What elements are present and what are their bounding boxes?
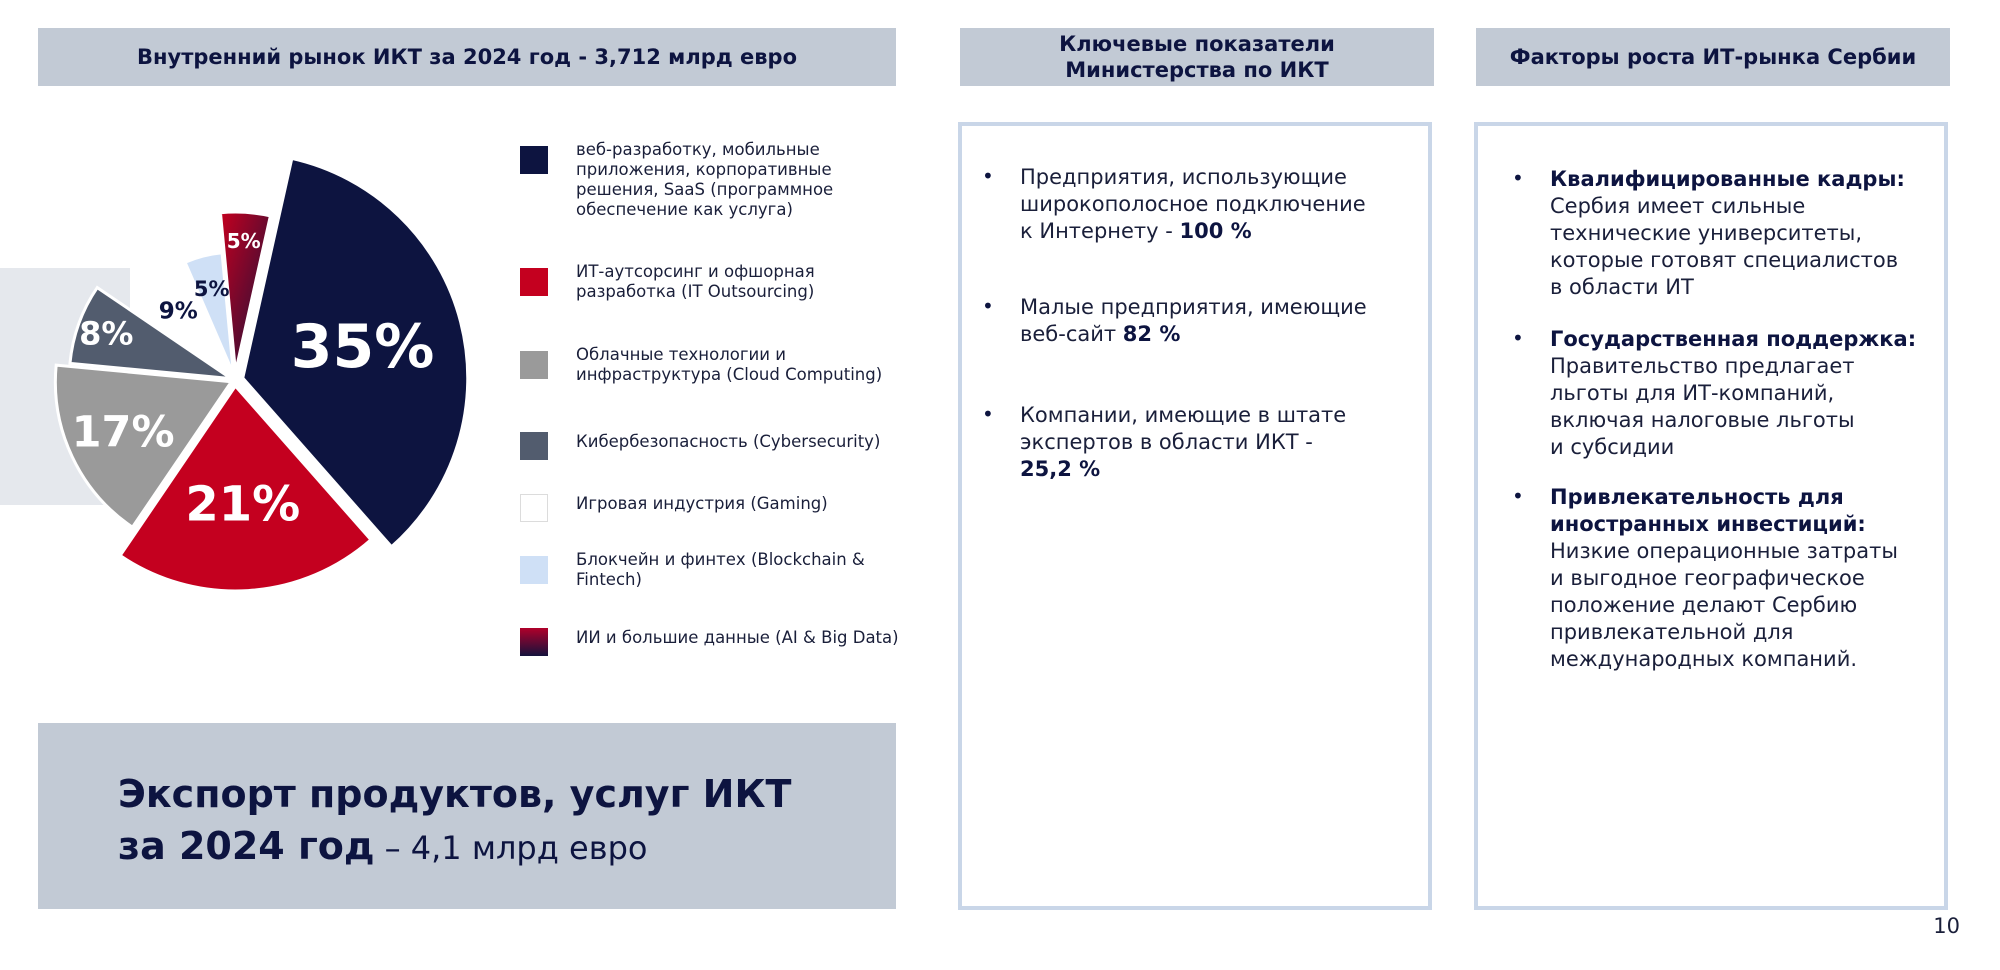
legend-swatch — [520, 146, 548, 174]
pie-label-gaming: 9% — [158, 298, 198, 325]
page-number: 10 — [1933, 914, 1960, 938]
legend-swatch — [520, 628, 548, 656]
legend-swatch — [520, 351, 548, 379]
pie-label-blockchain: 5% — [193, 277, 230, 302]
ministry-header-text — [1059, 31, 1335, 83]
legend-swatch — [520, 556, 548, 584]
factors-header — [1476, 28, 1950, 86]
bullet-icon: • — [982, 402, 994, 426]
ministry-header-line2: Министерства по ИКТ — [1065, 58, 1329, 82]
export-text — [118, 768, 791, 874]
market-pie-chart — [0, 140, 500, 610]
export-box — [38, 723, 896, 909]
bullet-icon: • — [982, 294, 994, 318]
legend-label: ИТ-аутсорсинг и офшорная разработка (IT Outsourcing) — [576, 262, 815, 301]
bullet-icon: • — [1512, 166, 1524, 190]
legend-swatch — [520, 432, 548, 460]
legend-label: Кибербезопасность (Cybersecurity) — [576, 432, 881, 451]
legend-label: Облачные технологии и инфраструктура (Cloud Computing) — [576, 345, 883, 384]
ministry-indicators-panel — [958, 122, 1432, 910]
export-value: – 4,1 млрд евро — [384, 829, 648, 867]
pie-label-web-dev: 35% — [290, 312, 435, 383]
bullet-text: Государственная поддержка: Правительство предлагает льготы для ИТ-компаний, включая налоговые льготы и субсидии — [1550, 327, 1917, 459]
market-header — [38, 28, 896, 86]
ministry-header — [960, 28, 1434, 86]
legend-swatch — [520, 494, 548, 522]
legend-label: Игровая индустрия (Gaming) — [576, 494, 828, 513]
pie-label-outsourcing: 21% — [185, 476, 301, 533]
bullet-text: Малые предприятия, имеющие веб-сайт 82 % — [1020, 295, 1367, 346]
export-line2: за 2024 год — [118, 824, 375, 868]
market-header-text: Внутренний рынок ИКТ за 2024 год - 3,712 млрд евро — [136, 45, 798, 69]
factors-header-text: Факторы роста ИТ-рынка Сербии — [1509, 45, 1917, 69]
bullet-text: Компании, имеющие в штате экспертов в области ИКТ - 25,2 % — [1020, 403, 1347, 481]
bullet-icon: • — [1512, 326, 1524, 350]
growth-factors-panel — [1474, 122, 1948, 910]
legend-label: ИИ и большие данные (AI & Big Data) — [576, 628, 899, 647]
pie-label-cybersecurity: 8% — [79, 314, 134, 353]
bullet-icon: • — [982, 164, 994, 188]
bullet-text: Предприятия, использующие широкополосное подключение к Интернету - 100 % — [1020, 165, 1366, 243]
export-line1: Экспорт продуктов, услуг ИКТ — [118, 772, 792, 816]
legend-swatch — [520, 268, 548, 296]
legend-label: веб-разработку, мобильные приложения, корпоративные решения, SaaS (программное обеспечение как услуга) — [576, 140, 834, 219]
pie-label-cloud: 17% — [71, 407, 175, 458]
bullet-text: Привлекательность для иностранных инвестиций: Низкие операционные затраты и выгодное географическое положение делают Сербию привлекательной для международных компаний. — [1550, 485, 1898, 671]
bullet-icon: • — [1512, 484, 1524, 508]
pie-label-ai: 5% — [226, 229, 261, 254]
ministry-header-line1: Ключевые показатели — [1059, 32, 1335, 56]
legend-label: Блокчейн и финтех (Blockchain & Fintech) — [576, 550, 865, 589]
bullet-text: Квалифицированные кадры: Сербия имеет сильные технические университеты, которые готовят специалистов в области ИТ — [1550, 167, 1905, 299]
